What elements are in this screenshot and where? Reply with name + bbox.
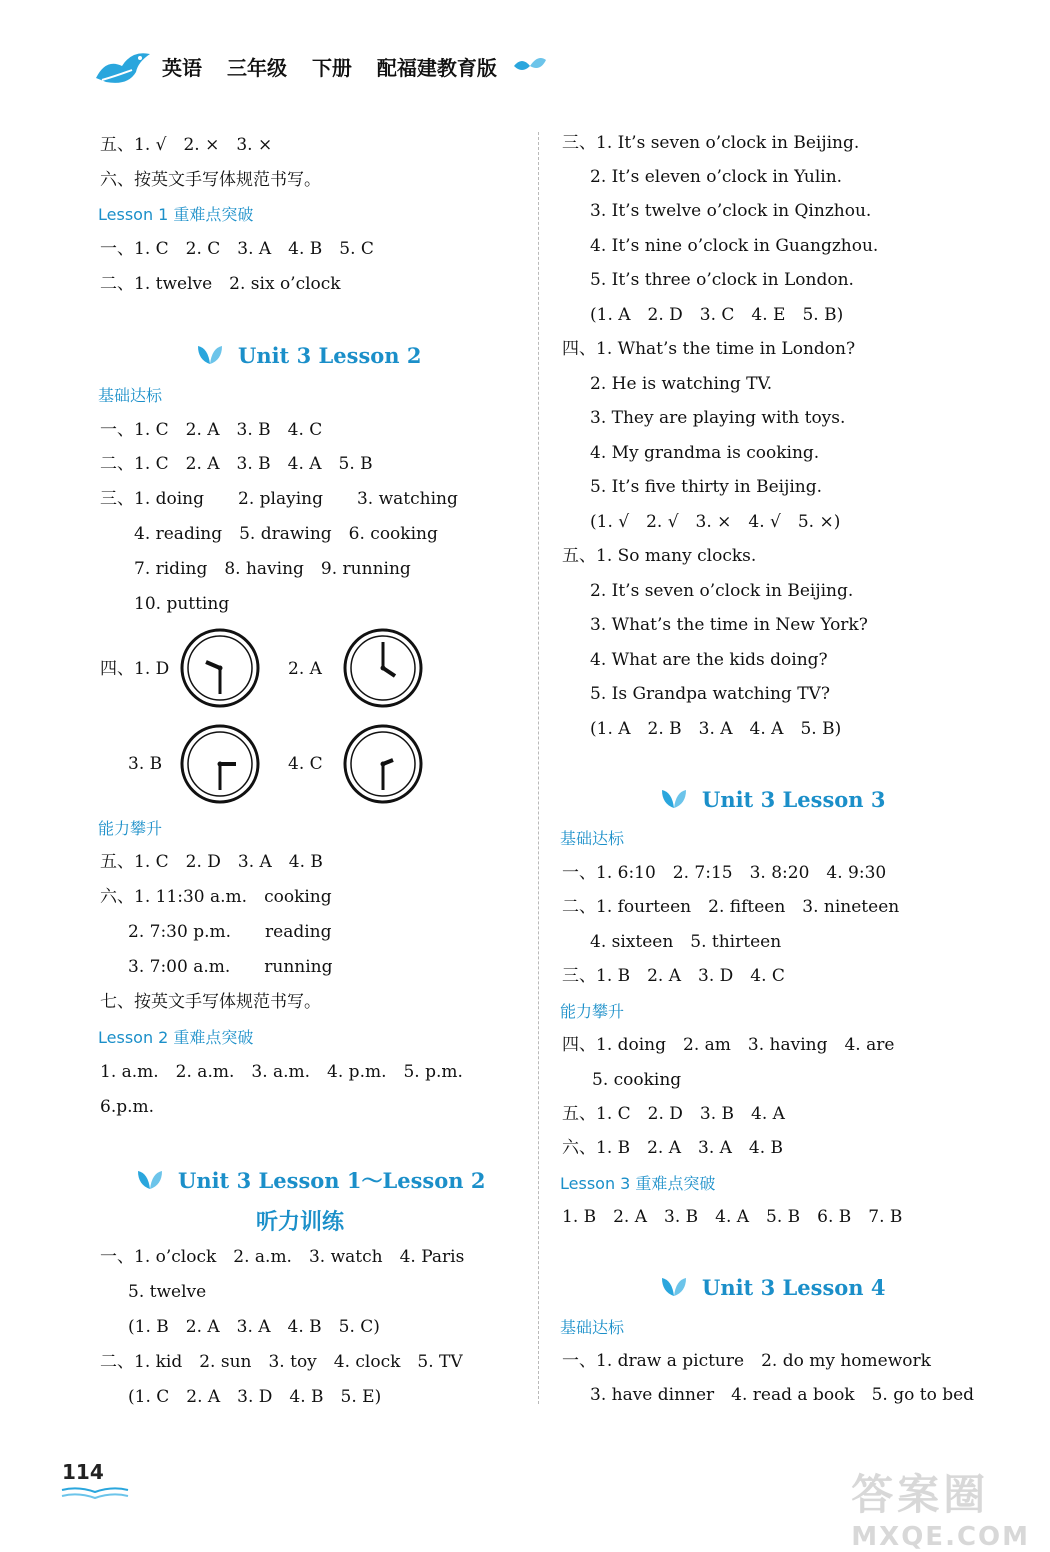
answer-line: 4. sixteen 5. thirteen xyxy=(590,932,782,952)
clock-answer-label: 2. A xyxy=(288,659,322,679)
unit-heading-text: Unit 3 Lesson 4 xyxy=(702,1275,886,1300)
answer-line: 五、1. C 2. D 3. A 4. B xyxy=(100,852,323,872)
answer-line: 六、按英文手写体规范书写。 xyxy=(100,170,321,190)
listening-title: 听力训练 xyxy=(256,1210,345,1235)
answer-line: 5. It’s five thirty in Beijing. xyxy=(590,477,823,497)
answer-line: 一、1. 6:10 2. 7:15 3. 8:20 4. 9:30 xyxy=(562,863,887,883)
page-number xyxy=(62,1460,104,1484)
answer-line: 3. What’s the time in New York? xyxy=(590,615,868,635)
header-volume: 下册 xyxy=(311,56,352,80)
clock-icon xyxy=(343,628,423,708)
leaf-icon xyxy=(136,1167,164,1191)
header-subject: 英语 xyxy=(162,56,202,80)
section-label: 基础达标 xyxy=(560,1318,625,1337)
answer-line: 一、1. C 2. A 3. B 4. C xyxy=(100,420,323,440)
unit-heading-text: Unit 3 Lesson 2 xyxy=(238,343,422,368)
page-number-text: 114 xyxy=(62,1460,104,1484)
page-header xyxy=(92,48,612,88)
watermark-url: MXQE.COM xyxy=(851,1522,1030,1552)
clock-answer-label: 3. B xyxy=(128,754,163,774)
answer-line: 4. reading 5. drawing 6. cooking xyxy=(134,524,438,544)
answer-line: 5. It’s three o’clock in London. xyxy=(590,270,854,290)
answer-line: 二、1. kid 2. sun 3. toy 4. clock 5. TV xyxy=(100,1352,463,1372)
answer-line: 二、1. C 2. A 3. B 4. A 5. B xyxy=(100,454,373,474)
answer-line: (1. B 2. A 3. A 4. B 5. C) xyxy=(128,1317,380,1337)
answer-line: (1. A 2. B 3. A 4. A 5. B) xyxy=(590,719,842,739)
answer-line: (1. C 2. A 3. D 4. B 5. E) xyxy=(128,1387,382,1407)
answer-line: 一、1. draw a picture 2. do my homework xyxy=(562,1351,931,1371)
clock-answer-label: 4. C xyxy=(288,754,323,774)
answer-line: 2. It’s eleven o’clock in Yulin. xyxy=(590,167,843,187)
unit-heading xyxy=(660,1274,885,1300)
answer-line: 一、1. C 2. C 3. A 4. B 5. C xyxy=(100,239,374,259)
answer-line: 4. It’s nine o’clock in Guangzhou. xyxy=(590,236,879,256)
clock-icon xyxy=(343,724,423,804)
answer-line: 二、1. fourteen 2. fifteen 3. nineteen xyxy=(562,897,900,917)
answer-line: 五、1. So many clocks. xyxy=(562,546,757,566)
unit-heading xyxy=(136,1165,485,1195)
answer-line: 3. have dinner 4. read a book 5. go to bed xyxy=(590,1385,975,1405)
answer-line: (1. √ 2. √ 3. × 4. √ 5. ×) xyxy=(590,512,841,532)
answer-line: 七、按英文手写体规范书写。 xyxy=(100,992,321,1012)
answer-line: 10. putting xyxy=(134,594,230,614)
watermark xyxy=(851,1462,1030,1552)
answer-line: 六、1. 11:30 a.m. cooking xyxy=(100,887,332,907)
answer-line: 三、1. B 2. A 3. D 4. C xyxy=(562,966,785,986)
watermark-text: 答案圈 xyxy=(851,1470,990,1519)
answer-line: 3. They are playing with toys. xyxy=(590,408,846,428)
unit-heading xyxy=(660,786,885,812)
answer-line: 4. What are the kids doing? xyxy=(590,650,828,670)
answer-line: 1. B 2. A 3. B 4. A 5. B 6. B 7. B xyxy=(562,1207,903,1227)
section-label: Lesson 3 重难点突破 xyxy=(560,1174,716,1193)
section-label: Lesson 2 重难点突破 xyxy=(98,1028,254,1047)
section-label: Lesson 1 重难点突破 xyxy=(98,205,254,224)
clock-icon xyxy=(180,628,260,708)
answer-line: 6.p.m. xyxy=(100,1097,155,1117)
book-icon xyxy=(60,1486,130,1500)
answer-line: 五、1. √ 2. × 3. × xyxy=(100,135,273,155)
answer-line: 二、1. twelve 2. six o’clock xyxy=(100,274,341,294)
unit-heading xyxy=(196,342,421,368)
header-title xyxy=(162,52,515,81)
header-edition: 配福建教育版 xyxy=(376,56,497,80)
section-label: 基础达标 xyxy=(560,829,625,848)
answer-line: 5. twelve xyxy=(128,1282,207,1302)
answer-line: 4. My grandma is cooking. xyxy=(590,443,820,463)
leaf-icon xyxy=(660,1274,688,1298)
section-label: 能力攀升 xyxy=(98,819,163,838)
header-grade: 三年级 xyxy=(226,56,287,80)
answer-line: 2. 7:30 p.m. reading xyxy=(128,922,332,942)
answer-line: 5. Is Grandpa watching TV? xyxy=(590,684,830,704)
answer-line: 2. It’s seven o’clock in Beijing. xyxy=(590,581,854,601)
answer-line: (1. A 2. D 3. C 4. E 5. B) xyxy=(590,305,844,325)
answer-line: 1. a.m. 2. a.m. 3. a.m. 4. p.m. 5. p.m. xyxy=(100,1062,463,1082)
answer-line: 一、1. o’clock 2. a.m. 3. watch 4. Paris xyxy=(100,1247,465,1267)
answer-line: 7. riding 8. having 9. running xyxy=(134,559,411,579)
clock-icon xyxy=(180,724,260,804)
leaf-icon xyxy=(196,342,224,366)
answer-line: 2. He is watching TV. xyxy=(590,374,773,394)
answer-line: 五、1. C 2. D 3. B 4. A xyxy=(562,1104,785,1124)
answer-line: 三、1. doing 2. playing 3. watching xyxy=(100,489,458,509)
leaf-icon xyxy=(660,786,688,810)
section-label: 基础达标 xyxy=(98,386,163,405)
answer-line: 三、1. It’s seven o’clock in Beijing. xyxy=(562,133,860,153)
unit-heading-text: Unit 3 Lesson 1～Lesson 2 xyxy=(178,1168,486,1193)
column-divider xyxy=(538,132,539,1404)
answer-line: 四、1. doing 2. am 3. having 4. are xyxy=(562,1035,895,1055)
unit-heading-text: Unit 3 Lesson 3 xyxy=(702,787,886,812)
clock-answer-label: 四、1. D xyxy=(100,659,170,679)
answer-line: 3. It’s twelve o’clock in Qinzhou. xyxy=(590,201,872,221)
answer-line: 3. 7:00 a.m. running xyxy=(128,957,333,977)
section-label: 能力攀升 xyxy=(560,1002,625,1021)
bird-logo-icon xyxy=(92,48,154,88)
leaves-icon xyxy=(512,54,548,78)
answer-line: 5. cooking xyxy=(592,1070,682,1090)
answer-line: 四、1. What’s the time in London? xyxy=(562,339,856,359)
answer-line: 六、1. B 2. A 3. A 4. B xyxy=(562,1138,784,1158)
